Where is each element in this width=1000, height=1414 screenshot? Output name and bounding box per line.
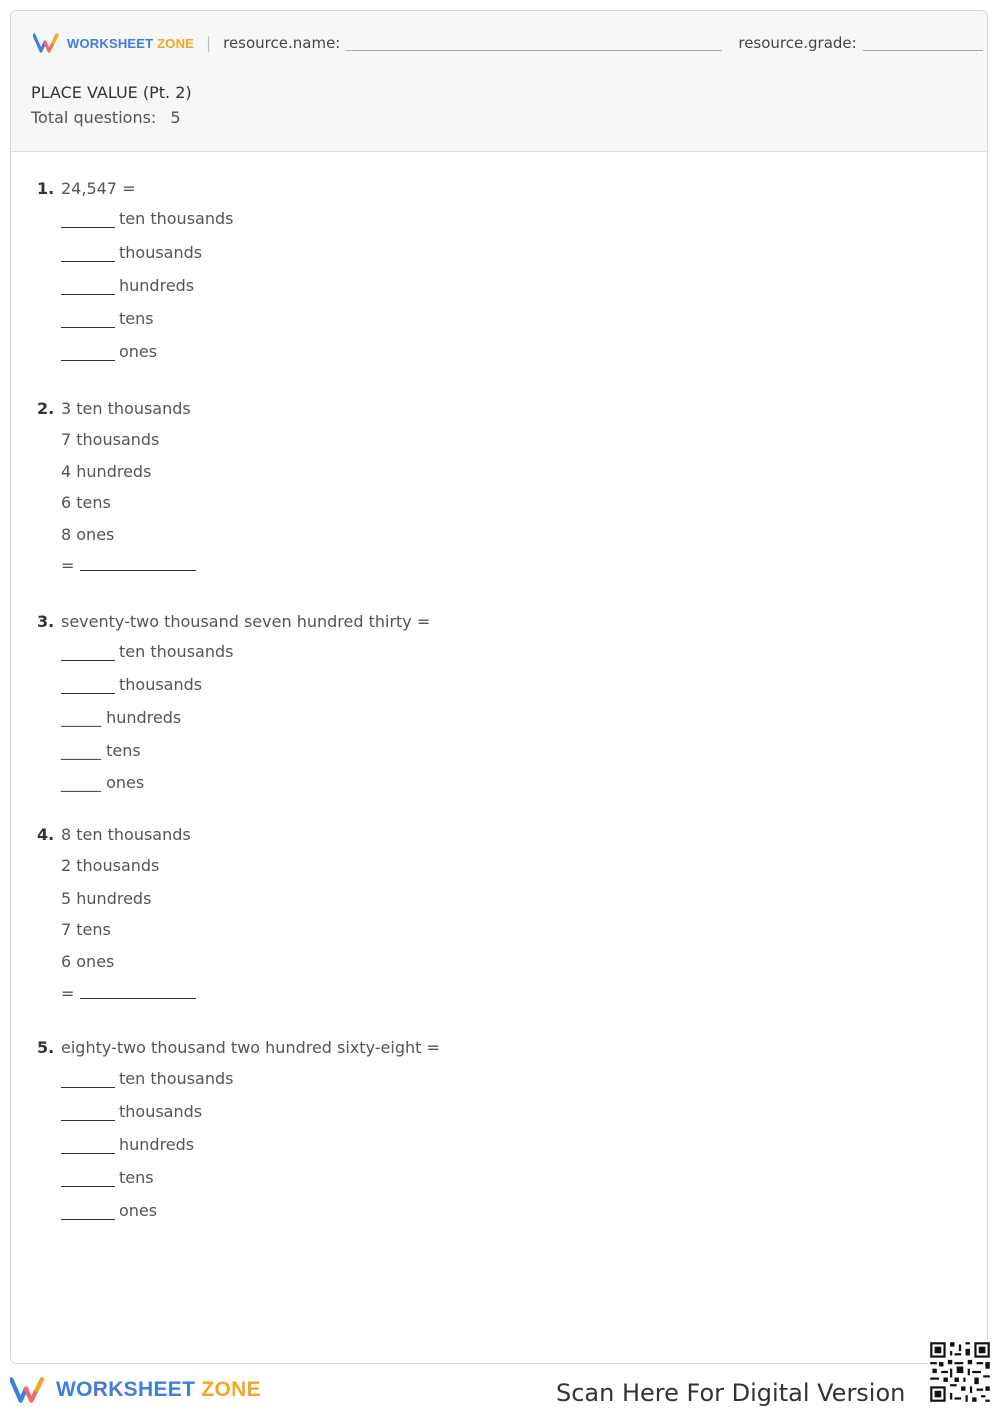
header-separator: | <box>206 34 212 52</box>
blank-row <box>61 675 202 694</box>
blank-row <box>61 642 233 661</box>
brand-part1: WORKSHEET <box>67 35 154 51</box>
place-label: thousands <box>119 1102 203 1121</box>
question-number: 2. <box>37 399 55 418</box>
question-line: 7 thousands <box>61 430 160 449</box>
resource-name-label: resource.name: <box>223 34 341 52</box>
question-line: 7 tens <box>61 920 111 939</box>
question-prompt: eighty-two thousand two hundred sixty-eight = <box>61 1038 440 1057</box>
answer-blank[interactable] <box>80 556 196 571</box>
place-label: tens <box>119 309 154 328</box>
place-label: tens <box>119 1168 154 1187</box>
blank-row <box>61 342 157 361</box>
question-line: 3 ten thousands <box>61 399 191 418</box>
blank-row <box>61 243 202 262</box>
place-label: ten thousands <box>119 209 234 228</box>
place-label: hundreds <box>119 276 195 295</box>
answer-blank[interactable] <box>61 309 115 328</box>
footer-logo <box>10 1376 261 1404</box>
answer-blank[interactable] <box>61 342 115 361</box>
place-label: ten thousands <box>119 642 234 661</box>
question-line: 4 hundreds <box>61 462 152 481</box>
answer-blank[interactable] <box>61 1201 115 1220</box>
worksheet-zone-logo-icon <box>33 33 63 53</box>
blank-row <box>61 209 233 228</box>
scan-instruction: Scan Here For Digital Version <box>556 1379 906 1407</box>
question-number: 1. <box>37 179 55 198</box>
answer-blank[interactable] <box>61 642 115 661</box>
total-questions-value: 5 <box>170 108 181 127</box>
brand-part2: ZONE <box>157 35 195 51</box>
equals-sign: = <box>61 984 75 1003</box>
worksheet-footer <box>0 1366 1000 1414</box>
blank-row <box>61 1168 154 1187</box>
question-prompt: seventy-two thousand seven hundred thirty = <box>61 612 431 631</box>
blank-row <box>61 1069 233 1088</box>
question-number: 5. <box>37 1038 55 1057</box>
underscore-line: _____ ones <box>61 773 145 792</box>
place-label: ones <box>119 342 158 361</box>
place-label: hundreds <box>119 1135 195 1154</box>
blank-row <box>61 1102 202 1121</box>
total-questions <box>31 108 181 127</box>
answer-blank[interactable] <box>61 1102 115 1121</box>
equals-row <box>61 984 196 1003</box>
header-brand-row <box>33 33 983 53</box>
resource-name-field[interactable] <box>346 36 722 51</box>
answer-blank[interactable] <box>61 1069 115 1088</box>
worksheet-zone-logo-icon <box>10 1376 50 1404</box>
equals-row <box>61 556 196 575</box>
question-line: 5 hundreds <box>61 889 152 908</box>
place-label: ones <box>119 1201 158 1220</box>
equals-sign: = <box>61 556 75 575</box>
resource-grade-field[interactable] <box>863 36 983 51</box>
question-line: 6 ones <box>61 952 115 971</box>
footer-brand-part2: ZONE <box>201 1378 261 1401</box>
question-line: 6 tens <box>61 493 111 512</box>
answer-blank[interactable] <box>61 1135 115 1154</box>
header-brand-name <box>67 36 194 51</box>
footer-brand-part1: WORKSHEET <box>56 1378 196 1401</box>
resource-grade-label: resource.grade: <box>738 34 857 52</box>
page-title: PLACE VALUE (Pt. 2) <box>31 83 192 102</box>
answer-blank[interactable] <box>61 675 115 694</box>
answer-blank[interactable] <box>61 276 115 295</box>
question-number: 3. <box>37 612 55 631</box>
blank-row <box>61 1135 194 1154</box>
underscore-line: _____ hundreds <box>61 708 182 727</box>
worksheet-sheet <box>10 10 988 1364</box>
footer-brand-name <box>56 1378 261 1402</box>
worksheet-header <box>11 11 987 152</box>
blank-row <box>61 276 194 295</box>
place-label: ten thousands <box>119 1069 234 1088</box>
place-label: thousands <box>119 675 203 694</box>
answer-blank[interactable] <box>61 1168 115 1187</box>
underscore-line: _____ tens <box>61 741 141 760</box>
question-number: 4. <box>37 825 55 844</box>
blank-row <box>61 1201 157 1220</box>
blank-row <box>61 309 154 328</box>
total-questions-label: Total questions: <box>31 108 157 127</box>
question-line: 2 thousands <box>61 856 160 875</box>
place-label: thousands <box>119 243 203 262</box>
answer-blank[interactable] <box>61 243 115 262</box>
qr-code-icon[interactable] <box>928 1340 992 1404</box>
answer-blank[interactable] <box>80 984 196 999</box>
question-line: 8 ones <box>61 525 115 544</box>
answer-blank[interactable] <box>61 209 115 228</box>
question-prompt: 24,547 = <box>61 179 136 198</box>
question-line: 8 ten thousands <box>61 825 191 844</box>
